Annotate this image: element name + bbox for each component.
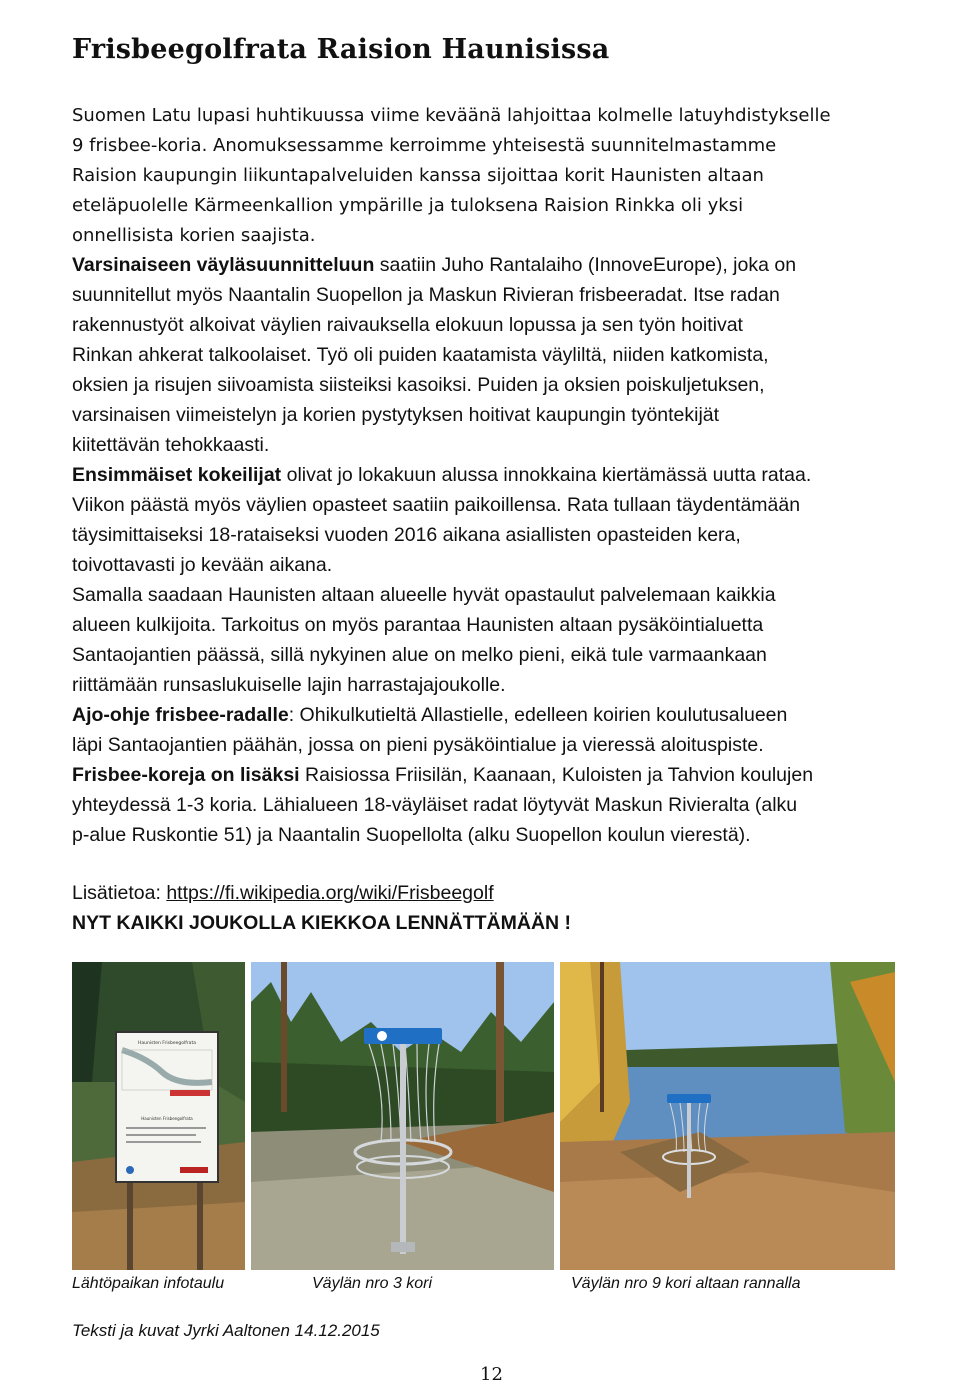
sign-title-2: Haunisten Frisbeegolfrata — [141, 1116, 193, 1121]
more-info-label: Lisätietoa: — [72, 882, 167, 904]
body-line: Viikon päästä myös väylien opasteet saatiin paikoillensa. Rata tullaan täydentämään — [72, 494, 801, 516]
body-line — [72, 250, 932, 280]
intro-paragraph — [72, 101, 932, 251]
body-text-span: : Ohikulkutieltä Allastielle, edelleen koirien koulutusalueen — [288, 704, 788, 726]
body-text — [72, 250, 932, 850]
more-info — [72, 878, 494, 908]
slogan: NYT KAIKKI JOUKOLLA KIEKKOA LENNÄTTÄMÄÄN ! — [72, 912, 572, 934]
page-number: 12 — [480, 1364, 503, 1385]
body-line: p-alue Ruskontie 51) ja Naantalin Suopellolta (alku Suopellon koulun vierestä). — [72, 824, 751, 846]
intro-line: 9 frisbee-koria. Anomuksessamme kerroimme yhteisestä suunnitelmastamme — [72, 135, 777, 156]
body-line: rakennustyöt alkoivat väylien raivauksella elokuun lopussa ja sen työn hoitivat — [72, 314, 743, 336]
body-line — [72, 700, 932, 730]
page-title: Frisbeegolfrata Raision Haunisissa — [72, 34, 610, 65]
heading-directions: Ajo-ohje frisbee-radalle — [72, 704, 289, 726]
body-line: varsinaisen viimeistelyn ja korien pystytyksen hoitivat kaupungin työntekijät — [72, 404, 720, 426]
body-text-span: saatiin Juho Rantalaiho (InnoveEurope), joka on — [374, 254, 797, 276]
body-line: kiitettävän tehokkaasti. — [72, 434, 270, 456]
body-line: oksien ja risujen siivoamista siisteiksi kasoiksi. Puiden ja oksien poiskuljetuksen, — [72, 374, 765, 396]
intro-line: Raision kaupungin liikuntapalveluiden kanssa sijoittaa korit Haunisten altaan — [72, 165, 764, 186]
caption-basket-9: Väylän nro 9 kori altaan rannalla — [571, 1275, 801, 1292]
wikipedia-link[interactable]: https://fi.wikipedia.org/wiki/Frisbeegolf — [166, 882, 494, 904]
sign-title: Haunisten Frisbeegolfrata — [138, 1041, 196, 1046]
intro-line: onnellisista korien saajista. — [72, 225, 316, 246]
caption-info-board: Lähtöpaikan infotaulu — [72, 1275, 225, 1292]
photo-basket-3 — [251, 962, 554, 1270]
body-line: läpi Santaojantien päähän, jossa on pieni pysäköintialue ja vieressä aloituspiste. — [72, 734, 764, 756]
photo-basket-9 — [560, 962, 895, 1270]
intro-line: Suomen Latu lupasi huhtikuussa viime keväänä lahjoittaa kolmelle latuyhdistykselle — [72, 105, 831, 126]
body-line: Santaojantien päässä, sillä nykyinen alue on melko pieni, eikä tule varmaankaan — [72, 644, 767, 666]
caption-basket-3: Väylän nro 3 kori — [312, 1275, 433, 1292]
body-line: yhteydessä 1-3 koria. Lähialueen 18-väyläiset radat löytyvät Maskun Rivieralta (alku — [72, 794, 798, 816]
body-text-span: olivat jo lokakuun alussa innokkaina kiertämässä uutta rataa. — [281, 464, 812, 486]
author-credit: Teksti ja kuvat Jyrki Aaltonen 14.12.2015 — [72, 1321, 380, 1340]
heading-route-design: Varsinaiseen väyläsuunnitteluun — [72, 254, 375, 276]
heading-more-baskets: Frisbee-koreja on lisäksi — [72, 764, 300, 786]
body-line: toivottavasti jo kevään aikana. — [72, 554, 333, 576]
body-text-span: Raisiossa Friisilän, Kaanaan, Kuloisten ja Tahvion koulujen — [299, 764, 814, 786]
body-line: suunnitellut myös Naantalin Suopellon ja Maskun Rivieran frisbeeradat. Itse radan — [72, 284, 780, 306]
body-line: täysimittaiseksi 18-rataiseksi vuoden 2016 aikana asiallisten opasteiden kera, — [72, 524, 741, 546]
body-line: alueen kulkijoita. Tarkoitus on myös parantaa Haunisten altaan pysäköintialuetta — [72, 614, 764, 636]
photo-info-board — [72, 962, 245, 1270]
body-line: Samalla saadaan Haunisten altaan alueelle hyvät opastaulut palvelemaan kaikkia — [72, 584, 776, 606]
body-line — [72, 760, 932, 790]
heading-first-players: Ensimmäiset kokeilijat — [72, 464, 282, 486]
intro-line: eteläpuolelle Kärmeenkallion ympärille ja tuloksena Raision Rinkka oli yksi — [72, 195, 744, 216]
body-line: Rinkan ahkerat talkoolaiset. Työ oli puiden kaatamista väyliltä, niiden katkomista, — [72, 344, 769, 366]
body-line — [72, 460, 932, 490]
body-line: riittämään runsaslukuiselle lajin harrastajajoukolle. — [72, 674, 506, 696]
